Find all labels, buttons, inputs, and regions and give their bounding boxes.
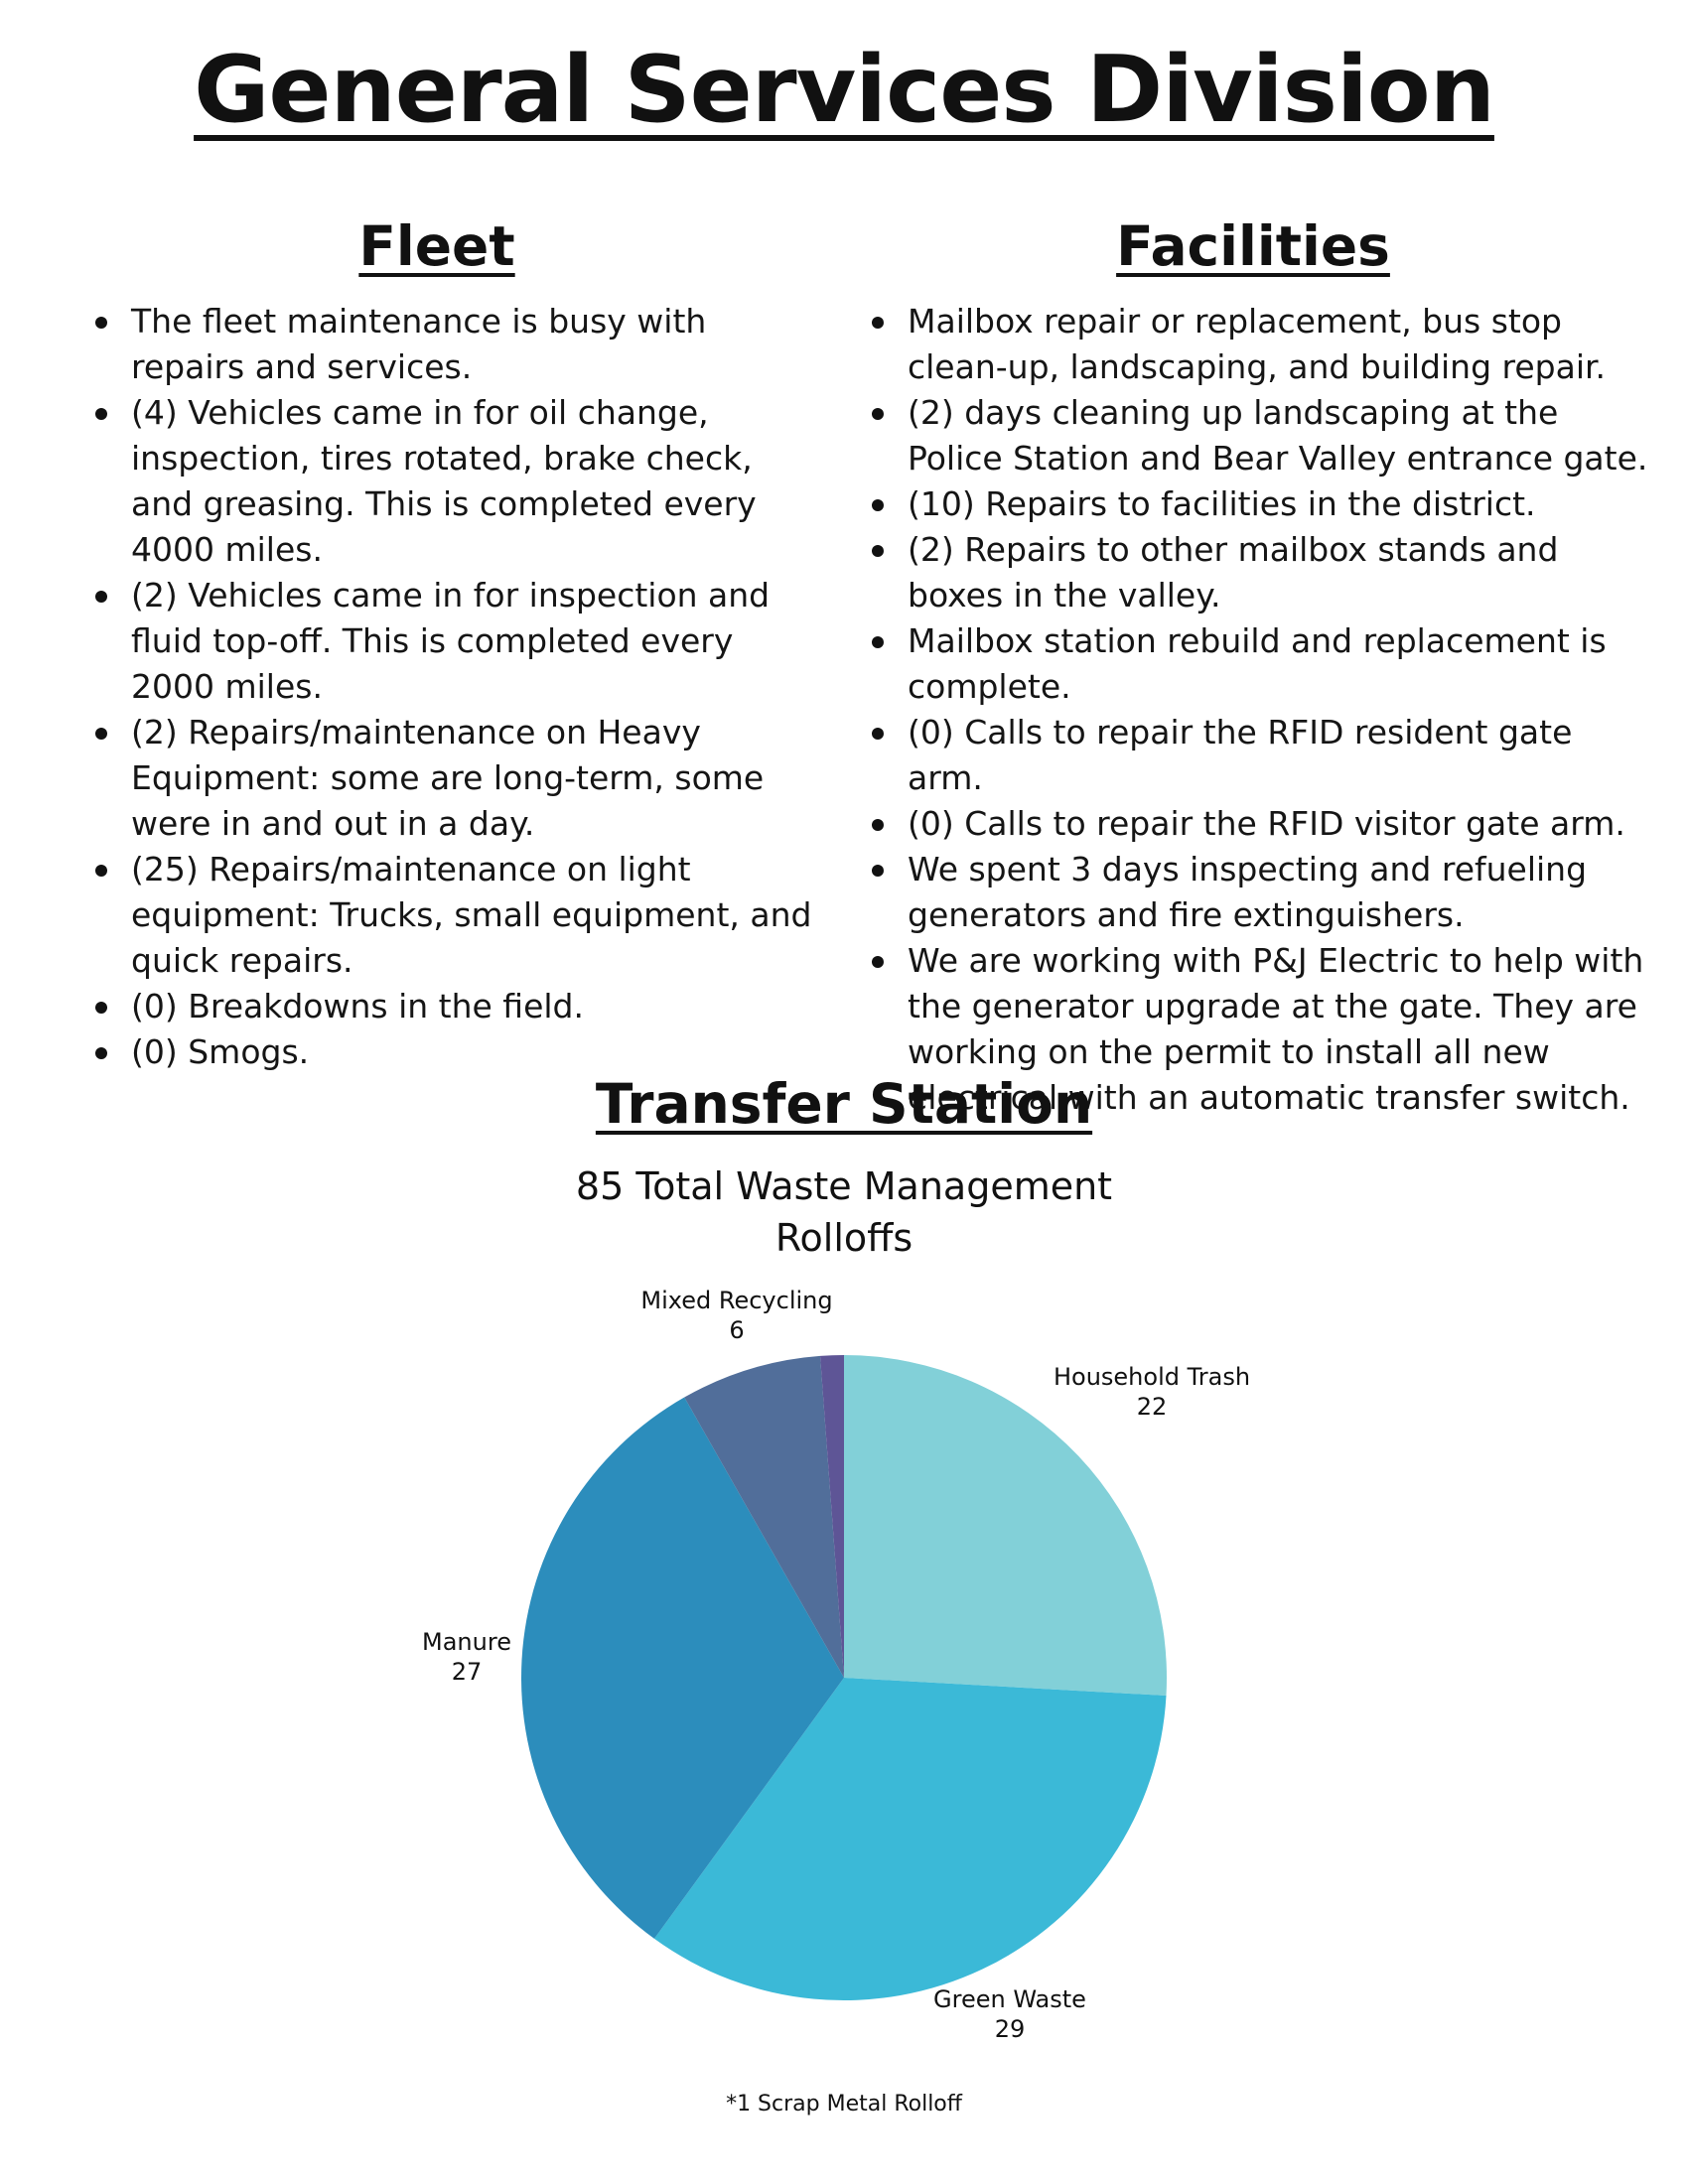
facilities-item: (2) days cleaning up landscaping at the Police Station and Bear Valley entrance gate. xyxy=(856,390,1650,481)
facilities-item: (0) Calls to repair the RFID visitor gate arm. xyxy=(856,801,1650,847)
fleet-item: (2) Vehicles came in for inspection and fluid top-off. This is completed every 2000 miles. xyxy=(79,573,814,710)
slice-label: Green Waste xyxy=(933,1985,1086,2013)
slice-label: Manure xyxy=(422,1628,511,1656)
facilities-item: (2) Repairs to other mailbox stands and boxes in the valley. xyxy=(856,527,1650,618)
facilities-item: Mailbox station rebuild and replacement is complete. xyxy=(856,618,1650,710)
transfer-station-heading: Transfer Station xyxy=(595,1072,1093,1136)
facilities-item: We are working with P&J Electric to help with the generator upgrade at the gate. They are working on the permit to install all new electrical with an automatic transfer switch. xyxy=(856,938,1650,1121)
fleet-item: (25) Repairs/maintenance on light equipment: Trucks, small equipment, and quick repairs. xyxy=(79,847,814,984)
fleet-item: (0) Breakdowns in the field. xyxy=(79,984,814,1029)
chart-title-line-1: 85 Total Waste Management xyxy=(575,1164,1113,1208)
chart-title-line-2: Rolloffs xyxy=(774,1216,914,1260)
fleet-item: (4) Vehicles came in for oil change, inspection, tires rotated, brake check, and greasing. This is completed every 4000 miles. xyxy=(79,390,814,573)
slice-value-label: 29 xyxy=(994,2015,1026,2043)
slice-value-label: 27 xyxy=(451,1658,483,1686)
pie-slice-household-trash xyxy=(844,1355,1167,1696)
fleet-item: (0) Smogs. xyxy=(79,1029,814,1075)
fleet-heading: Fleet xyxy=(358,214,515,278)
pie-slices xyxy=(521,1355,1167,2000)
slice-value-label: 22 xyxy=(1136,1393,1168,1421)
facilities-item: Mailbox repair or replacement, bus stop clean-up, landscaping, and building repair. xyxy=(856,299,1650,390)
slice-label: Mixed Recycling xyxy=(640,1287,833,1314)
facilities-item: (10) Repairs to facilities in the district. xyxy=(856,481,1650,527)
facilities-item: We spent 3 days inspecting and refueling generators and fire extinguishers. xyxy=(856,847,1650,938)
fleet-item: The fleet maintenance is busy with repairs and services. xyxy=(79,299,814,390)
slice-value-label: 6 xyxy=(729,1316,745,1344)
page-title: General Services Division xyxy=(194,36,1494,143)
chart-footnote: *1 Scrap Metal Rolloff xyxy=(726,2092,962,2116)
facilities-item: (0) Calls to repair the RFID resident gate arm. xyxy=(856,710,1650,801)
facilities-heading: Facilities xyxy=(1116,214,1390,278)
fleet-item: (2) Repairs/maintenance on Heavy Equipment: some are long-term, some were in and out in a day. xyxy=(79,710,814,847)
slice-label: Household Trash xyxy=(1053,1363,1251,1391)
